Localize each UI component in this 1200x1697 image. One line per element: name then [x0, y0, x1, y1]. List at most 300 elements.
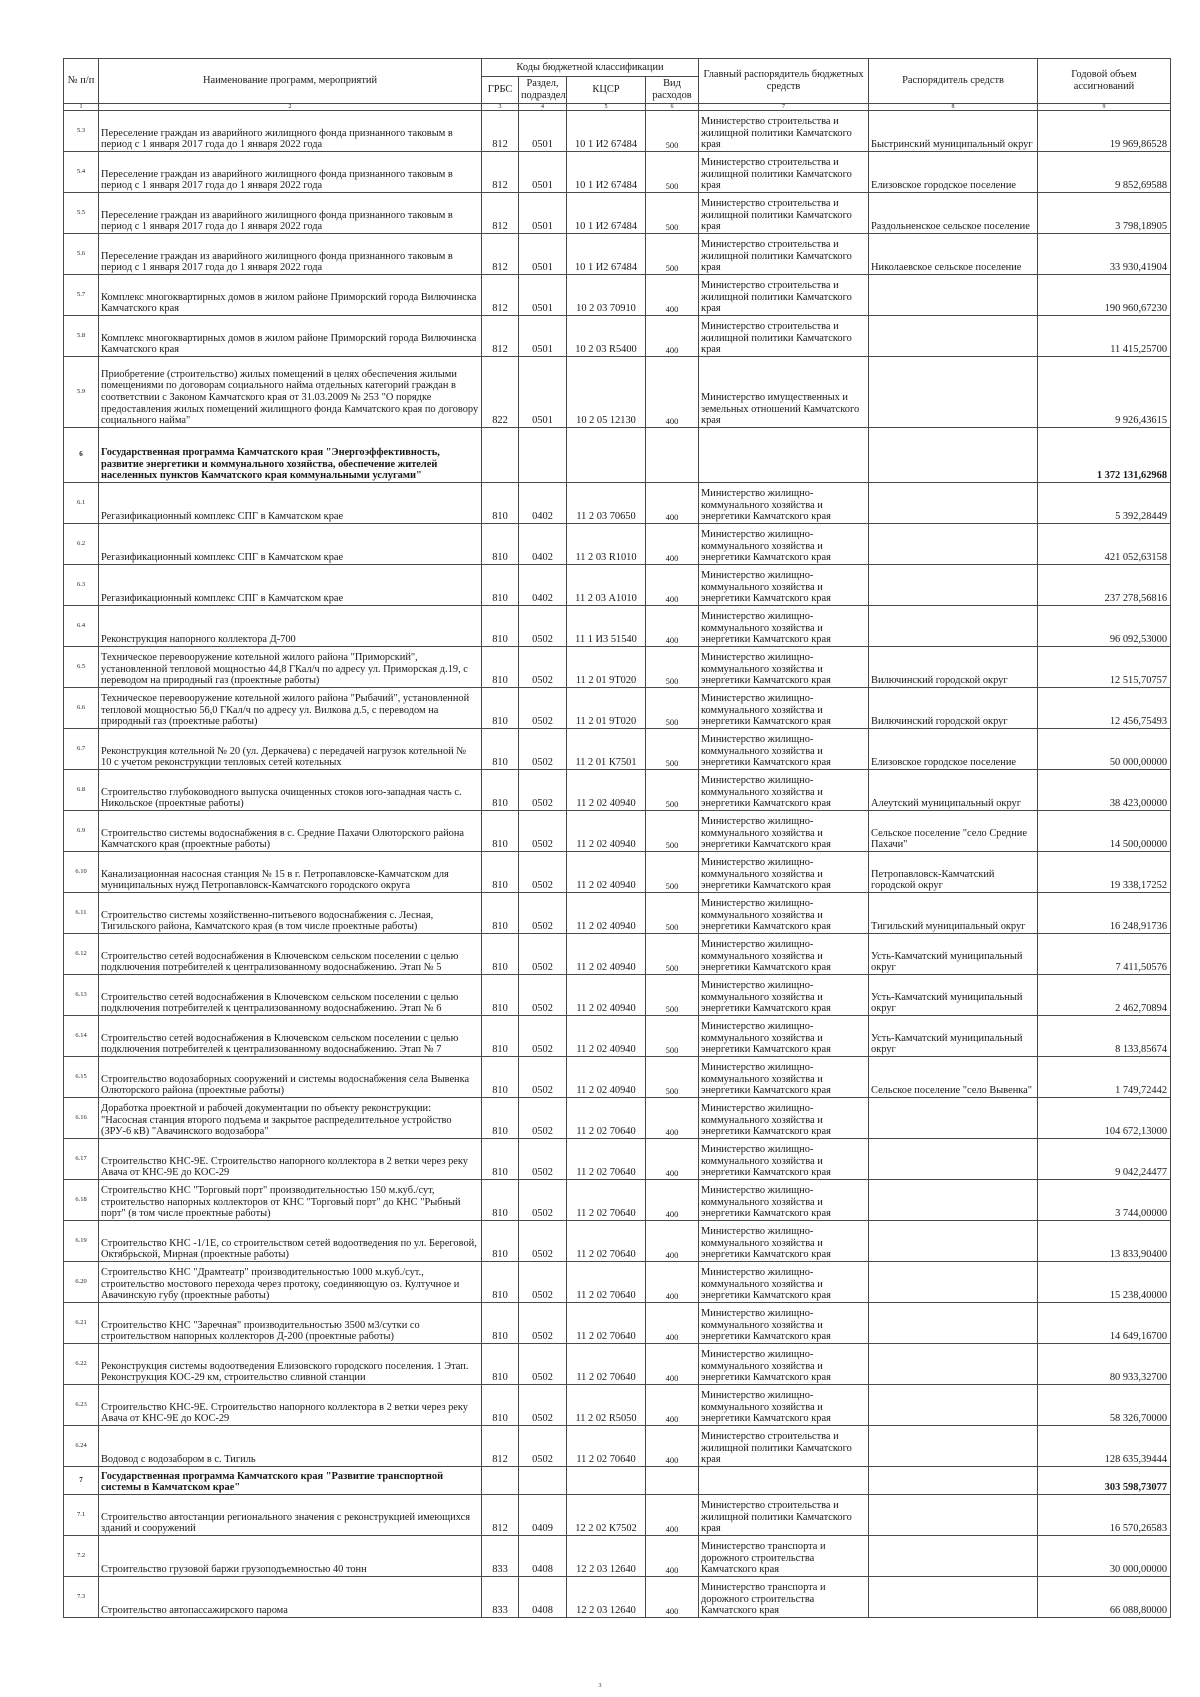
- kcsr-code-cell: 10 1 И2 67484: [567, 111, 646, 152]
- row-number-cell: 5.8: [64, 316, 99, 357]
- disposer-cell: [869, 524, 1038, 565]
- kcsr-code-cell: 11 2 02 70640: [567, 1221, 646, 1262]
- disposer-cell: [869, 1139, 1038, 1180]
- disposer-cell: [869, 606, 1038, 647]
- annual-amount-cell: 12 515,70757: [1038, 647, 1171, 688]
- grbs-code-cell: 812: [482, 193, 519, 234]
- razdel-code-cell: 0502: [519, 975, 567, 1016]
- disposer-cell: [869, 316, 1038, 357]
- expense-type-code-cell: 400: [646, 1536, 699, 1577]
- column-number: 2: [99, 104, 482, 111]
- table-row: [64, 111, 1171, 152]
- column-header-budget-codes: Коды бюджетной классификации: [482, 59, 699, 77]
- row-number-cell: 6.1: [64, 483, 99, 524]
- table-row: [64, 647, 1171, 688]
- razdel-code-cell: [519, 428, 567, 483]
- main-disposer-cell: Министерство строительства и жилищной политики Камчатского края: [699, 152, 869, 193]
- grbs-code-cell: 810: [482, 1098, 519, 1139]
- column-number: 4: [519, 104, 567, 111]
- grbs-code-cell: 810: [482, 606, 519, 647]
- annual-amount-cell: 8 133,85674: [1038, 1016, 1171, 1057]
- grbs-code-cell: 810: [482, 934, 519, 975]
- grbs-code-cell: 810: [482, 1016, 519, 1057]
- table-row: [64, 1098, 1171, 1139]
- disposer-cell: [869, 428, 1038, 483]
- expense-type-code-cell: 400: [646, 1577, 699, 1618]
- grbs-code-cell: 833: [482, 1536, 519, 1577]
- razdel-code-cell: 0501: [519, 357, 567, 428]
- expense-type-code-cell: [646, 1467, 699, 1495]
- kcsr-code-cell: 12 2 02 К7502: [567, 1495, 646, 1536]
- measure-name-cell: Канализационная насосная станция № 15 в г. Петропавловске-Камчатском для муниципальных нужд Петропавловск-Камчатского городского округа: [99, 852, 482, 893]
- expense-type-code-cell: 400: [646, 606, 699, 647]
- column-header-disposer: Распорядитель средств: [869, 59, 1038, 104]
- razdel-code-cell: 0408: [519, 1536, 567, 1577]
- measure-name-cell: Строительство грузовой баржи грузоподъемностью 40 тонн: [99, 1536, 482, 1577]
- kcsr-code-cell: 11 2 02 40940: [567, 770, 646, 811]
- razdel-code-cell: 0502: [519, 1098, 567, 1139]
- column-header-vid: Вид расходов: [646, 77, 699, 104]
- kcsr-code-cell: 10 1 И2 67484: [567, 193, 646, 234]
- kcsr-code-cell: 11 2 02 70640: [567, 1426, 646, 1467]
- annual-amount-cell: 2 462,70894: [1038, 975, 1171, 1016]
- razdel-code-cell: 0502: [519, 1303, 567, 1344]
- grbs-code-cell: 810: [482, 975, 519, 1016]
- measure-name-cell: Комплекс многоквартирных домов в жилом районе Приморский города Вилючинска Камчатского края: [99, 316, 482, 357]
- kcsr-code-cell: 11 2 02 40940: [567, 1016, 646, 1057]
- expense-type-code-cell: 400: [646, 1344, 699, 1385]
- annual-amount-cell: 66 088,80000: [1038, 1577, 1171, 1618]
- disposer-cell: [869, 1467, 1038, 1495]
- table-row: [64, 275, 1171, 316]
- razdel-code-cell: 0502: [519, 811, 567, 852]
- expense-type-code-cell: 500: [646, 688, 699, 729]
- annual-amount-cell: 190 960,67230: [1038, 275, 1171, 316]
- disposer-cell: [869, 1221, 1038, 1262]
- expense-type-code-cell: 400: [646, 316, 699, 357]
- row-number-cell: 7.2: [64, 1536, 99, 1577]
- kcsr-code-cell: 11 2 02 40940: [567, 934, 646, 975]
- expense-type-code-cell: 400: [646, 1385, 699, 1426]
- main-disposer-cell: [699, 1467, 869, 1495]
- main-disposer-cell: Министерство жилищно-коммунального хозяйства и энергетики Камчатского края: [699, 811, 869, 852]
- table-row: [64, 1221, 1171, 1262]
- razdel-code-cell: 0502: [519, 893, 567, 934]
- measure-name-cell: Строительство системы хозяйственно-питьевого водоснабжения с. Лесная, Тигильского района, Камчатского края (в том числе проектные работы): [99, 893, 482, 934]
- kcsr-code-cell: 11 2 02 40940: [567, 893, 646, 934]
- disposer-cell: Елизовское городское поселение: [869, 152, 1038, 193]
- disposer-cell: [869, 1426, 1038, 1467]
- expense-type-code-cell: 500: [646, 234, 699, 275]
- column-number: 6: [646, 104, 699, 111]
- row-number-cell: 5.4: [64, 152, 99, 193]
- table-row: [64, 975, 1171, 1016]
- table-row: [64, 524, 1171, 565]
- razdel-code-cell: 0502: [519, 1180, 567, 1221]
- kcsr-code-cell: 11 2 03 70650: [567, 483, 646, 524]
- row-number-cell: 6.23: [64, 1385, 99, 1426]
- column-header-main-disposer: Главный распорядитель бюджетных средств: [699, 59, 869, 104]
- razdel-code-cell: 0501: [519, 152, 567, 193]
- row-number-cell: 6.4: [64, 606, 99, 647]
- row-number-cell: 6.13: [64, 975, 99, 1016]
- disposer-cell: [869, 1262, 1038, 1303]
- measure-name-cell: Строительство КНС "Торговый порт" производительностью 150 м.куб./сут, строительство напорных коллекторов от КНС "Торговый порт" до КНС "Рыбный порт" (в том числе проектные работы): [99, 1180, 482, 1221]
- kcsr-code-cell: 11 2 03 R1010: [567, 524, 646, 565]
- disposer-cell: [869, 1180, 1038, 1221]
- annual-amount-cell: 12 456,75493: [1038, 688, 1171, 729]
- expense-type-code-cell: 500: [646, 975, 699, 1016]
- expense-type-code-cell: 500: [646, 152, 699, 193]
- annual-amount-cell: 58 326,70000: [1038, 1385, 1171, 1426]
- disposer-cell: [869, 1385, 1038, 1426]
- table-row: [64, 1303, 1171, 1344]
- annual-amount-cell: 303 598,73077: [1038, 1467, 1171, 1495]
- main-disposer-cell: Министерство строительства и жилищной политики Камчатского края: [699, 234, 869, 275]
- main-disposer-cell: Министерство жилищно-коммунального хозяйства и энергетики Камчатского края: [699, 770, 869, 811]
- row-number-cell: 6.17: [64, 1139, 99, 1180]
- razdel-code-cell: 0402: [519, 565, 567, 606]
- expense-type-code-cell: 500: [646, 729, 699, 770]
- disposer-cell: [869, 357, 1038, 428]
- annual-amount-cell: 80 933,32700: [1038, 1344, 1171, 1385]
- razdel-code-cell: 0402: [519, 483, 567, 524]
- main-disposer-cell: Министерство жилищно-коммунального хозяйства и энергетики Камчатского края: [699, 852, 869, 893]
- table-row: [64, 1057, 1171, 1098]
- disposer-cell: [869, 275, 1038, 316]
- kcsr-code-cell: 10 1 И2 67484: [567, 152, 646, 193]
- table-row: [64, 1426, 1171, 1467]
- table-row: [64, 688, 1171, 729]
- grbs-code-cell: 810: [482, 565, 519, 606]
- table-row: [64, 893, 1171, 934]
- table-row: [64, 193, 1171, 234]
- grbs-code-cell: [482, 1467, 519, 1495]
- table-row: [64, 1577, 1171, 1618]
- kcsr-code-cell: 11 2 02 40940: [567, 975, 646, 1016]
- row-number-cell: 5.3: [64, 111, 99, 152]
- annual-amount-cell: 19 338,17252: [1038, 852, 1171, 893]
- row-number-cell: 7.3: [64, 1577, 99, 1618]
- disposer-cell: [869, 1536, 1038, 1577]
- row-number-cell: 6.5: [64, 647, 99, 688]
- kcsr-code-cell: 11 2 01 К7501: [567, 729, 646, 770]
- main-disposer-cell: Министерство имущественных и земельных отношений Камчатского края: [699, 357, 869, 428]
- table-row: [64, 565, 1171, 606]
- grbs-code-cell: 810: [482, 1262, 519, 1303]
- annual-amount-cell: 128 635,39444: [1038, 1426, 1171, 1467]
- table-row: [64, 852, 1171, 893]
- grbs-code-cell: 810: [482, 1139, 519, 1180]
- row-number-cell: 6.9: [64, 811, 99, 852]
- annual-amount-cell: 421 052,63158: [1038, 524, 1171, 565]
- razdel-code-cell: 0501: [519, 316, 567, 357]
- razdel-code-cell: 0502: [519, 852, 567, 893]
- row-number-cell: 6.20: [64, 1262, 99, 1303]
- expense-type-code-cell: 400: [646, 275, 699, 316]
- kcsr-code-cell: 11 1 И3 51540: [567, 606, 646, 647]
- main-disposer-cell: Министерство транспорта и дорожного строительства Камчатского края: [699, 1577, 869, 1618]
- measure-name-cell: Переселение граждан из аварийного жилищного фонда признанного таковым в период с 1 января 2017 года до 1 января 2022 года: [99, 234, 482, 275]
- grbs-code-cell: 810: [482, 1385, 519, 1426]
- disposer-cell: Тигильский муниципальный округ: [869, 893, 1038, 934]
- grbs-code-cell: 810: [482, 483, 519, 524]
- column-header-number: № п/п: [64, 59, 99, 104]
- measure-name-cell: Переселение граждан из аварийного жилищного фонда признанного таковым в период с 1 января 2017 года до 1 января 2022 года: [99, 111, 482, 152]
- column-number: 9: [1038, 104, 1171, 111]
- disposer-cell: Николаевское сельское поселение: [869, 234, 1038, 275]
- measure-name-cell: Реконструкция котельной № 20 (ул. Деркачева) с передачей нагрузок котельной № 10 с учетом реконструкции тепловых сетей котельных: [99, 729, 482, 770]
- program-row: [64, 1467, 1171, 1495]
- grbs-code-cell: 812: [482, 234, 519, 275]
- annual-amount-cell: 33 930,41904: [1038, 234, 1171, 275]
- measure-name-cell: Строительство КНС -1/1Е, со строительством сетей водоотведения по ул. Береговой, Октябрьской, Мирная (проектные работы): [99, 1221, 482, 1262]
- table-row: [64, 1016, 1171, 1057]
- column-header-razdel: Раздел, подраздел: [519, 77, 567, 104]
- razdel-code-cell: 0502: [519, 1344, 567, 1385]
- grbs-code-cell: 833: [482, 1577, 519, 1618]
- expense-type-code-cell: 400: [646, 357, 699, 428]
- measure-name-cell: Регазификационный комплекс СПГ в Камчатском крае: [99, 565, 482, 606]
- row-number-cell: 6.10: [64, 852, 99, 893]
- disposer-cell: Елизовское городское поселение: [869, 729, 1038, 770]
- grbs-code-cell: 812: [482, 316, 519, 357]
- measure-name-cell: Регазификационный комплекс СПГ в Камчатском крае: [99, 524, 482, 565]
- razdel-code-cell: 0402: [519, 524, 567, 565]
- expense-type-code-cell: 500: [646, 111, 699, 152]
- razdel-code-cell: 0501: [519, 234, 567, 275]
- annual-amount-cell: 15 238,40000: [1038, 1262, 1171, 1303]
- main-disposer-cell: Министерство строительства и жилищной политики Камчатского края: [699, 1495, 869, 1536]
- row-number-cell: 6.2: [64, 524, 99, 565]
- disposer-cell: Петропавловск-Камчатский городской округ: [869, 852, 1038, 893]
- grbs-code-cell: 812: [482, 275, 519, 316]
- kcsr-code-cell: 11 2 02 70640: [567, 1139, 646, 1180]
- main-disposer-cell: Министерство транспорта и дорожного строительства Камчатского края: [699, 1536, 869, 1577]
- annual-amount-cell: 104 672,13000: [1038, 1098, 1171, 1139]
- razdel-code-cell: 0502: [519, 1426, 567, 1467]
- razdel-code-cell: 0502: [519, 1139, 567, 1180]
- column-header-kcsr: КЦСР: [567, 77, 646, 104]
- table-row: [64, 1180, 1171, 1221]
- annual-amount-cell: 11 415,25700: [1038, 316, 1171, 357]
- row-number-cell: 5.6: [64, 234, 99, 275]
- main-disposer-cell: Министерство жилищно-коммунального хозяйства и энергетики Камчатского края: [699, 565, 869, 606]
- annual-amount-cell: 16 248,91736: [1038, 893, 1171, 934]
- main-disposer-cell: Министерство жилищно-коммунального хозяйства и энергетики Камчатского края: [699, 483, 869, 524]
- measure-name-cell: Комплекс многоквартирных домов в жилом районе Приморский города Вилючинска Камчатского края: [99, 275, 482, 316]
- expense-type-code-cell: 400: [646, 565, 699, 606]
- kcsr-code-cell: 12 2 03 12640: [567, 1536, 646, 1577]
- table-row: [64, 316, 1171, 357]
- grbs-code-cell: 810: [482, 647, 519, 688]
- expense-type-code-cell: 500: [646, 893, 699, 934]
- row-number-cell: 6.18: [64, 1180, 99, 1221]
- measure-name-cell: Техническое перевооружение котельной жилого района "Рыбачий", установленной тепловой мощностью 56,0 ГКал/ч по адресу ул. Вилкова д.5, с переводом на природный газ (проектные работы): [99, 688, 482, 729]
- program-row: [64, 428, 1171, 483]
- disposer-cell: [869, 565, 1038, 606]
- disposer-cell: [869, 1495, 1038, 1536]
- measure-name-cell: Водовод с водозабором в с. Тигиль: [99, 1426, 482, 1467]
- main-disposer-cell: Министерство строительства и жилищной политики Камчатского края: [699, 275, 869, 316]
- expense-type-code-cell: 400: [646, 1262, 699, 1303]
- main-disposer-cell: Министерство жилищно-коммунального хозяйства и энергетики Камчатского края: [699, 1180, 869, 1221]
- main-disposer-cell: Министерство жилищно-коммунального хозяйства и энергетики Камчатского края: [699, 1344, 869, 1385]
- row-number-cell: 6.12: [64, 934, 99, 975]
- expense-type-code-cell: 500: [646, 1016, 699, 1057]
- row-number-cell: 6.14: [64, 1016, 99, 1057]
- razdel-code-cell: 0409: [519, 1495, 567, 1536]
- disposer-cell: Усть-Камчатский муниципальный округ: [869, 1016, 1038, 1057]
- expense-type-code-cell: 500: [646, 770, 699, 811]
- kcsr-code-cell: 11 2 02 40940: [567, 852, 646, 893]
- annual-amount-cell: 30 000,00000: [1038, 1536, 1171, 1577]
- annual-amount-cell: 14 649,16700: [1038, 1303, 1171, 1344]
- table-row: [64, 1385, 1171, 1426]
- row-number-cell: 5.7: [64, 275, 99, 316]
- main-disposer-cell: Министерство жилищно-коммунального хозяйства и энергетики Камчатского края: [699, 1262, 869, 1303]
- kcsr-code-cell: 11 2 02 70640: [567, 1344, 646, 1385]
- measure-name-cell: Доработка проектной и рабочей документации по объекту реконструкции: "Насосная станция второго подъема и закрытое распределительное устройство (ЗРУ-6 кВ) "Авачинского водозабора": [99, 1098, 482, 1139]
- column-number: 1: [64, 104, 99, 111]
- disposer-cell: [869, 1303, 1038, 1344]
- expense-type-code-cell: 400: [646, 524, 699, 565]
- measure-name-cell: Строительство автостанции регионального значения с реконструкцией имеющихся зданий и сооружений: [99, 1495, 482, 1536]
- column-number: 3: [482, 104, 519, 111]
- column-header-annual-amount: Годовой объем ассигнований: [1038, 59, 1171, 104]
- grbs-code-cell: 810: [482, 1180, 519, 1221]
- razdel-code-cell: 0501: [519, 111, 567, 152]
- expense-type-code-cell: 400: [646, 1426, 699, 1467]
- razdel-code-cell: 0408: [519, 1577, 567, 1618]
- main-disposer-cell: Министерство жилищно-коммунального хозяйства и энергетики Камчатского края: [699, 647, 869, 688]
- measure-name-cell: Строительство сетей водоснабжения в Ключевском сельском поселении с целью подключения потребителей к централизованному водоснабжению. Этап № 5: [99, 934, 482, 975]
- main-disposer-cell: Министерство жилищно-коммунального хозяйства и энергетики Камчатского края: [699, 1139, 869, 1180]
- razdel-code-cell: 0502: [519, 729, 567, 770]
- annual-amount-cell: 19 969,86528: [1038, 111, 1171, 152]
- annual-amount-cell: 3 798,18905: [1038, 193, 1171, 234]
- main-disposer-cell: Министерство жилищно-коммунального хозяйства и энергетики Камчатского края: [699, 729, 869, 770]
- column-number: 8: [869, 104, 1038, 111]
- disposer-cell: Сельское поселение "село Вывенка": [869, 1057, 1038, 1098]
- main-disposer-cell: Министерство жилищно-коммунального хозяйства и энергетики Камчатского края: [699, 1221, 869, 1262]
- annual-amount-cell: 14 500,00000: [1038, 811, 1171, 852]
- table-row: [64, 770, 1171, 811]
- disposer-cell: Раздольненское сельское поселение: [869, 193, 1038, 234]
- main-disposer-cell: [699, 428, 869, 483]
- column-number: 7: [699, 104, 869, 111]
- razdel-code-cell: 0502: [519, 770, 567, 811]
- kcsr-code-cell: 11 2 02 40940: [567, 1057, 646, 1098]
- disposer-cell: [869, 1344, 1038, 1385]
- main-disposer-cell: Министерство жилищно-коммунального хозяйства и энергетики Камчатского края: [699, 524, 869, 565]
- row-number-cell: 6.11: [64, 893, 99, 934]
- kcsr-code-cell: 11 2 02 40940: [567, 811, 646, 852]
- main-disposer-cell: Министерство жилищно-коммунального хозяйства и энергетики Камчатского края: [699, 1303, 869, 1344]
- annual-amount-cell: 16 570,26583: [1038, 1495, 1171, 1536]
- disposer-cell: [869, 1577, 1038, 1618]
- disposer-cell: Усть-Камчатский муниципальный округ: [869, 934, 1038, 975]
- kcsr-code-cell: 11 2 03 А1010: [567, 565, 646, 606]
- razdel-code-cell: 0502: [519, 1057, 567, 1098]
- measure-name-cell: Государственная программа Камчатского края "Развитие транспортной системы в Камчатском крае": [99, 1467, 482, 1495]
- expense-type-code-cell: 500: [646, 647, 699, 688]
- main-disposer-cell: Министерство строительства и жилищной политики Камчатского края: [699, 111, 869, 152]
- main-disposer-cell: Министерство жилищно-коммунального хозяйства и энергетики Камчатского края: [699, 1098, 869, 1139]
- measure-name-cell: Строительство водозаборных сооружений и системы водоснабжения села Вывенка Олюторского района (проектные работы): [99, 1057, 482, 1098]
- razdel-code-cell: 0501: [519, 193, 567, 234]
- kcsr-code-cell: 12 2 03 12640: [567, 1577, 646, 1618]
- measure-name-cell: Реконструкция системы водоотведения Елизовского городского поселения. 1 Этап. Реконструкция КОС-29 км, строительство сливной станции: [99, 1344, 482, 1385]
- measure-name-cell: Приобретение (строительство) жилых помещений в целях обеспечения жилыми помещениями по договорам социального найма отдельных категорий граждан в соответствии с Законом Камчатского края от 31.03.2009 № 253 "О порядке предоставления жилых помещений жилищного фонда Камчатского края по договору социального найма": [99, 357, 482, 428]
- measure-name-cell: Строительство КНС-9Е. Строительство напорного коллектора в 2 ветки через реку Авача от КНС-9Е до КОС-29: [99, 1139, 482, 1180]
- column-header-grbs: ГРБС: [482, 77, 519, 104]
- row-number-cell: 6.3: [64, 565, 99, 606]
- grbs-code-cell: 810: [482, 1344, 519, 1385]
- main-disposer-cell: Министерство жилищно-коммунального хозяйства и энергетики Камчатского края: [699, 1385, 869, 1426]
- annual-amount-cell: 3 744,00000: [1038, 1180, 1171, 1221]
- table-row: [64, 483, 1171, 524]
- razdel-code-cell: 0501: [519, 275, 567, 316]
- measure-name-cell: Техническое перевооружение котельной жилого района "Приморский", установленной тепловой мощностью 44,8 ГКал/ч по адресу ул. Приморская д.19, с переводом на природный газ (проектные работы): [99, 647, 482, 688]
- table-row: [64, 1495, 1171, 1536]
- annual-amount-cell: 50 000,00000: [1038, 729, 1171, 770]
- annual-amount-cell: 5 392,28449: [1038, 483, 1171, 524]
- table-row: [64, 1536, 1171, 1577]
- grbs-code-cell: 810: [482, 1221, 519, 1262]
- measure-name-cell: Переселение граждан из аварийного жилищного фонда признанного таковым в период с 1 января 2017 года до 1 января 2022 года: [99, 193, 482, 234]
- disposer-cell: [869, 483, 1038, 524]
- row-number-cell: 6.21: [64, 1303, 99, 1344]
- razdel-code-cell: 0502: [519, 1385, 567, 1426]
- grbs-code-cell: 812: [482, 1495, 519, 1536]
- expense-type-code-cell: 400: [646, 1139, 699, 1180]
- kcsr-code-cell: 11 2 01 9Т020: [567, 688, 646, 729]
- grbs-code-cell: 810: [482, 852, 519, 893]
- grbs-code-cell: 810: [482, 893, 519, 934]
- measure-name-cell: Государственная программа Камчатского края "Энергоэффективность, развитие энергетики и коммунального хозяйства, обеспечение жителей населенных пунктов Камчатского края коммунальными услугами": [99, 428, 482, 483]
- measure-name-cell: Строительство КНС-9Е. Строительство напорного коллектора в 2 ветки через реку Авача от КНС-9Е до КОС-29: [99, 1385, 482, 1426]
- main-disposer-cell: Министерство жилищно-коммунального хозяйства и энергетики Камчатского края: [699, 688, 869, 729]
- razdel-code-cell: 0502: [519, 1262, 567, 1303]
- expense-type-code-cell: 400: [646, 1098, 699, 1139]
- razdel-code-cell: 0502: [519, 647, 567, 688]
- table-body: [64, 111, 1171, 1618]
- table-row: [64, 606, 1171, 647]
- column-number: 5: [567, 104, 646, 111]
- disposer-cell: [869, 1098, 1038, 1139]
- column-number-row: [64, 104, 1171, 111]
- disposer-cell: Сельское поселение "село Средние Пахачи": [869, 811, 1038, 852]
- measure-name-cell: Строительство системы водоснабжения в с. Средние Пахачи Олюторского района Камчатского края (проектные работы): [99, 811, 482, 852]
- row-number-cell: 6.19: [64, 1221, 99, 1262]
- grbs-code-cell: 810: [482, 729, 519, 770]
- table-row: [64, 934, 1171, 975]
- measure-name-cell: Строительство КНС "Заречная" производительностью 3500 м3/сутки со строительством напорных коллекторов Д-200 (проектные работы): [99, 1303, 482, 1344]
- expense-type-code-cell: 400: [646, 1303, 699, 1344]
- table-row: [64, 1262, 1171, 1303]
- razdel-code-cell: 0502: [519, 1016, 567, 1057]
- grbs-code-cell: 810: [482, 524, 519, 565]
- row-number-cell: 6.8: [64, 770, 99, 811]
- row-number-cell: 7.1: [64, 1495, 99, 1536]
- row-number-cell: 6.16: [64, 1098, 99, 1139]
- main-disposer-cell: Министерство жилищно-коммунального хозяйства и энергетики Камчатского края: [699, 1016, 869, 1057]
- measure-name-cell: Реконструкция напорного коллектора Д-700: [99, 606, 482, 647]
- razdel-code-cell: [519, 1467, 567, 1495]
- annual-amount-cell: 13 833,90400: [1038, 1221, 1171, 1262]
- expense-type-code-cell: 500: [646, 934, 699, 975]
